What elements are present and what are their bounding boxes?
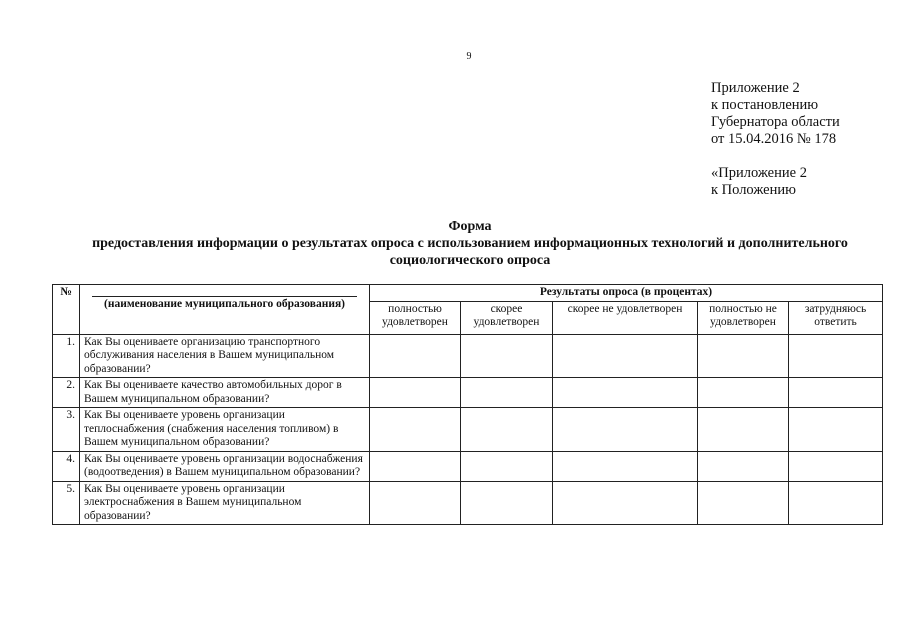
result-cell xyxy=(789,481,883,525)
table-row xyxy=(53,378,883,408)
header-number: № xyxy=(53,285,80,335)
result-cell xyxy=(370,451,461,481)
result-cell xyxy=(370,481,461,525)
row-number: 2. xyxy=(53,378,80,408)
form-subtitle: предоставления информации о результатах опроса с использованием информационных технологий и дополнительного социологического опроса xyxy=(92,236,848,268)
result-cell xyxy=(698,408,789,452)
result-cell xyxy=(698,334,789,378)
result-cell xyxy=(553,408,698,452)
result-cell xyxy=(461,408,553,452)
appendix-block xyxy=(711,80,840,199)
result-cell xyxy=(553,481,698,525)
result-cell xyxy=(461,378,553,408)
appendix-line: от 15.04.2016 № 178 xyxy=(711,131,837,147)
result-cell xyxy=(370,408,461,452)
header-municipality xyxy=(80,285,370,335)
header-result-option: скорее удовлетворен xyxy=(461,301,553,334)
result-cell xyxy=(553,378,698,408)
row-number: 4. xyxy=(53,451,80,481)
row-number: 3. xyxy=(53,408,80,452)
row-question: Как Вы оцениваете уровень организации водоснабжения (водоотведения) в Вашем муниципальном образовании? xyxy=(80,451,370,481)
result-cell xyxy=(698,378,789,408)
result-cell xyxy=(553,451,698,481)
result-cell xyxy=(789,334,883,378)
table-row xyxy=(53,451,883,481)
row-question: Как Вы оцениваете качество автомобильных дорог в Вашем муниципальном образовании? xyxy=(80,378,370,408)
result-cell xyxy=(461,334,553,378)
appendix-line: Приложение 2 xyxy=(711,80,800,96)
result-cell xyxy=(698,451,789,481)
municipality-label: (наименование муниципального образования) xyxy=(92,296,357,312)
appendix-line: к постановлению xyxy=(711,97,819,113)
header-result-option: полностью удовлетворен xyxy=(370,301,461,334)
row-number: 1. xyxy=(53,334,80,378)
result-cell xyxy=(789,408,883,452)
result-cell xyxy=(461,481,553,525)
reference-line: к Положению xyxy=(711,182,796,198)
row-number: 5. xyxy=(53,481,80,525)
row-question: Как Вы оцениваете уровень организации электроснабжения в Вашем муниципальном образовании? xyxy=(80,481,370,525)
result-cell xyxy=(789,378,883,408)
header-results: Результаты опроса (в процентах) xyxy=(370,285,883,302)
row-question: Как Вы оцениваете уровень организации теплоснабжения (снабжения населения топливом) в Вашем муниципальном образовании? xyxy=(80,408,370,452)
title-block xyxy=(40,218,900,269)
appendix-line: Губернатора области xyxy=(711,114,840,130)
header-result-option: скорее не удовлетворен xyxy=(553,301,698,334)
spacer xyxy=(711,148,840,165)
result-cell xyxy=(698,481,789,525)
result-cell xyxy=(789,451,883,481)
reference-line: «Приложение 2 xyxy=(711,165,807,181)
table-row xyxy=(53,408,883,452)
row-question: Как Вы оцениваете организацию транспортного обслуживания населения в Вашем муниципальном образовании? xyxy=(80,334,370,378)
result-cell xyxy=(370,378,461,408)
header-result-option: полностью не удовлетворен xyxy=(698,301,789,334)
result-cell xyxy=(461,451,553,481)
form-title: Форма xyxy=(448,219,492,234)
page-number: 9 xyxy=(466,51,472,62)
survey-table xyxy=(52,284,883,525)
result-cell xyxy=(553,334,698,378)
result-cell xyxy=(370,334,461,378)
header-result-option: затрудняюсь ответить xyxy=(789,301,883,334)
table-row xyxy=(53,481,883,525)
table-row xyxy=(53,334,883,378)
